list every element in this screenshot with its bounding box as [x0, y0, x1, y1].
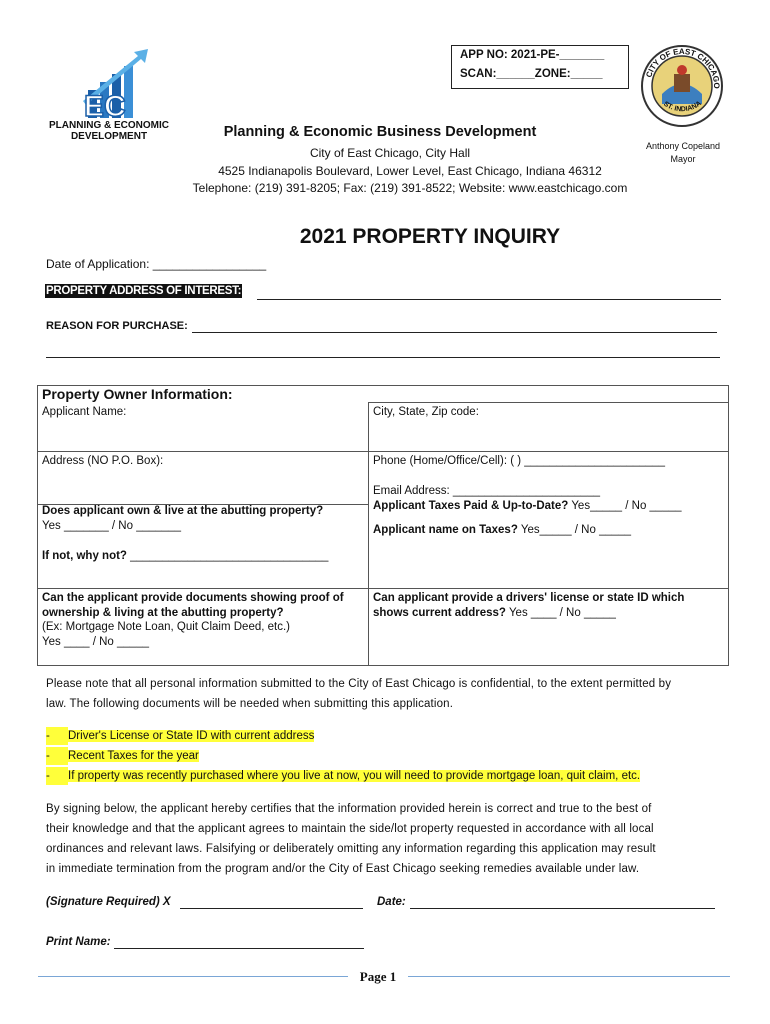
print-name-label: Print Name: [46, 936, 111, 948]
list-item: - Recent Taxes for the year [46, 747, 730, 767]
certify-line-4: in immediate termination from the program and/or the City of East Chicago seeking remedies available under law. [46, 863, 640, 875]
note-paragraph [46, 674, 730, 714]
property-address-label: PROPERTY ADDRESS OF INTEREST: [46, 285, 242, 297]
docs-question-line2: ownership & living at the abutting property? [42, 607, 284, 619]
required-docs-list [46, 727, 730, 787]
certify-line-1: By signing below, the applicant hereby certifies that the information provided herein is correct and true to the best of [46, 803, 652, 815]
applicant-name-cell[interactable] [38, 403, 369, 452]
city-hall: City of East Chicago, City Hall [309, 146, 471, 160]
list-item: - Driver's License or State ID with current address [46, 727, 730, 747]
city-state-zip-cell[interactable] [369, 403, 729, 452]
logo-line2: DEVELOPMENT [70, 131, 148, 142]
mayor-name: Anthony Copeland [645, 141, 721, 151]
date-line[interactable] [410, 908, 715, 909]
reason-label: REASON FOR PURCHASE: [46, 320, 188, 332]
signature-label: (Signature Required) X [46, 896, 171, 908]
applicant-name-label: Applicant Name: [42, 405, 127, 418]
taxes-paid-question: Applicant Taxes Paid & Up-to-Date? [373, 500, 569, 512]
name-on-taxes-question: Applicant name on Taxes? [373, 524, 518, 536]
phone-field[interactable]: Phone (Home/Office/Cell): ( ) ______________________ [373, 455, 665, 467]
property-address-row [45, 284, 721, 301]
date-of-application[interactable]: Date of Application: _________________ [46, 257, 267, 271]
if-not-why-line[interactable]: _______________________________ [126, 550, 329, 562]
if-not-row [42, 550, 364, 562]
license-answer[interactable]: Yes ____ / No _____ [508, 607, 616, 619]
own-live-answer[interactable]: Yes _______ / No _______ [42, 520, 181, 532]
page-number: Page 1 [359, 969, 397, 984]
city-seal [640, 44, 724, 128]
print-name-line[interactable] [114, 948, 364, 949]
list-item: - If property was recently purchased where you live at now, you will need to provide mortgage loan, quit claim, etc. [46, 767, 730, 787]
docs-cell [38, 589, 369, 666]
property-address-line[interactable] [257, 299, 721, 300]
pe-logo-graphic [48, 46, 188, 121]
own-live-cell [38, 505, 369, 589]
date-label: Date: [377, 896, 406, 908]
certify-paragraph [46, 799, 730, 879]
docs-example: (Ex: Mortgage Note Loan, Quit Claim Deed, etc.) [42, 621, 290, 633]
certify-line-3: ordinances and relevant laws. Falsifying or deliberately omitting any information regarding this application may result [46, 843, 656, 855]
logo-initials: EC [84, 90, 126, 121]
owner-section-heading: Property Owner Information: [42, 386, 233, 402]
department-name: Planning & Economic Business Development [223, 124, 537, 140]
footer-rule-left [38, 976, 348, 977]
mayor-title: Mayor [670, 154, 696, 164]
reason-line-2[interactable] [46, 357, 720, 358]
taxes-paid-answer[interactable]: Yes_____ / No _____ [571, 500, 682, 512]
license-question-line2: shows current address? [373, 607, 506, 619]
address-cell[interactable] [38, 452, 369, 505]
note-line-2: law. The following documents will be needed when submitting this application. [46, 698, 454, 710]
note-line-1: Please note that all personal information submitted to the City of East Chicago is confidential, to the extent permitted by [46, 678, 672, 690]
taxes-paid-row [373, 500, 724, 512]
city-address: 4525 Indianapolis Boulevard, Lower Level, East Chicago, Indiana 46312 [218, 164, 602, 178]
docs-question-line1: Can the applicant provide documents showing proof of [42, 592, 344, 604]
seal-bottom-text: ST. INDIANA [662, 100, 703, 114]
doc-item-text: Recent Taxes for the year [68, 750, 199, 762]
own-live-question: Does applicant own & live at the abutting property? [42, 505, 324, 517]
city-state-zip-label: City, State, Zip code: [373, 406, 479, 418]
doc-item-text: If property was recently purchased where you live at now, you will need to provide mortgage loan, quit claim, etc. [68, 770, 641, 782]
logo-line1: PLANNING & ECONOMIC [49, 120, 169, 131]
name-on-taxes-answer[interactable]: Yes_____ / No _____ [520, 524, 632, 536]
city-seal-graphic [640, 44, 724, 128]
reason-line-1[interactable] [192, 332, 717, 333]
if-not-why-label: If not, why not? [42, 550, 127, 562]
doc-item-text: Driver's License or State ID with current address [68, 730, 315, 742]
app-number-box [451, 45, 629, 89]
license-cell [369, 589, 729, 666]
license-question-line1: Can applicant provide a drivers' license or state ID which [373, 592, 685, 604]
page-title: 2021 PROPERTY INQUIRY [299, 225, 561, 248]
app-no[interactable]: APP NO: 2021-PE-_______ [460, 49, 605, 61]
contact-info: Telephone: (219) 391-8205; Fax: (219) 391-8522; Website: www.eastchicago.com [192, 181, 628, 195]
scan-zone[interactable]: SCAN:______ZONE:_____ [460, 68, 603, 80]
signature-line[interactable] [180, 908, 363, 909]
seal-top-text: CITY OF EAST CHICAGO [644, 46, 722, 89]
owner-info-table [37, 385, 729, 666]
footer-rule-right [408, 976, 730, 977]
name-on-taxes-row [373, 524, 724, 536]
certify-line-2: their knowledge and that the applicant agrees to maintain the side/lot property requested in accordance with all local [46, 823, 654, 835]
phone-email-taxes-cell [369, 452, 729, 589]
address-label: Address (NO P.O. Box): [42, 455, 164, 467]
email-field[interactable]: Email Address: _______________________ [373, 485, 600, 497]
license-row [373, 607, 724, 619]
docs-answer[interactable]: Yes ____ / No _____ [42, 636, 149, 648]
